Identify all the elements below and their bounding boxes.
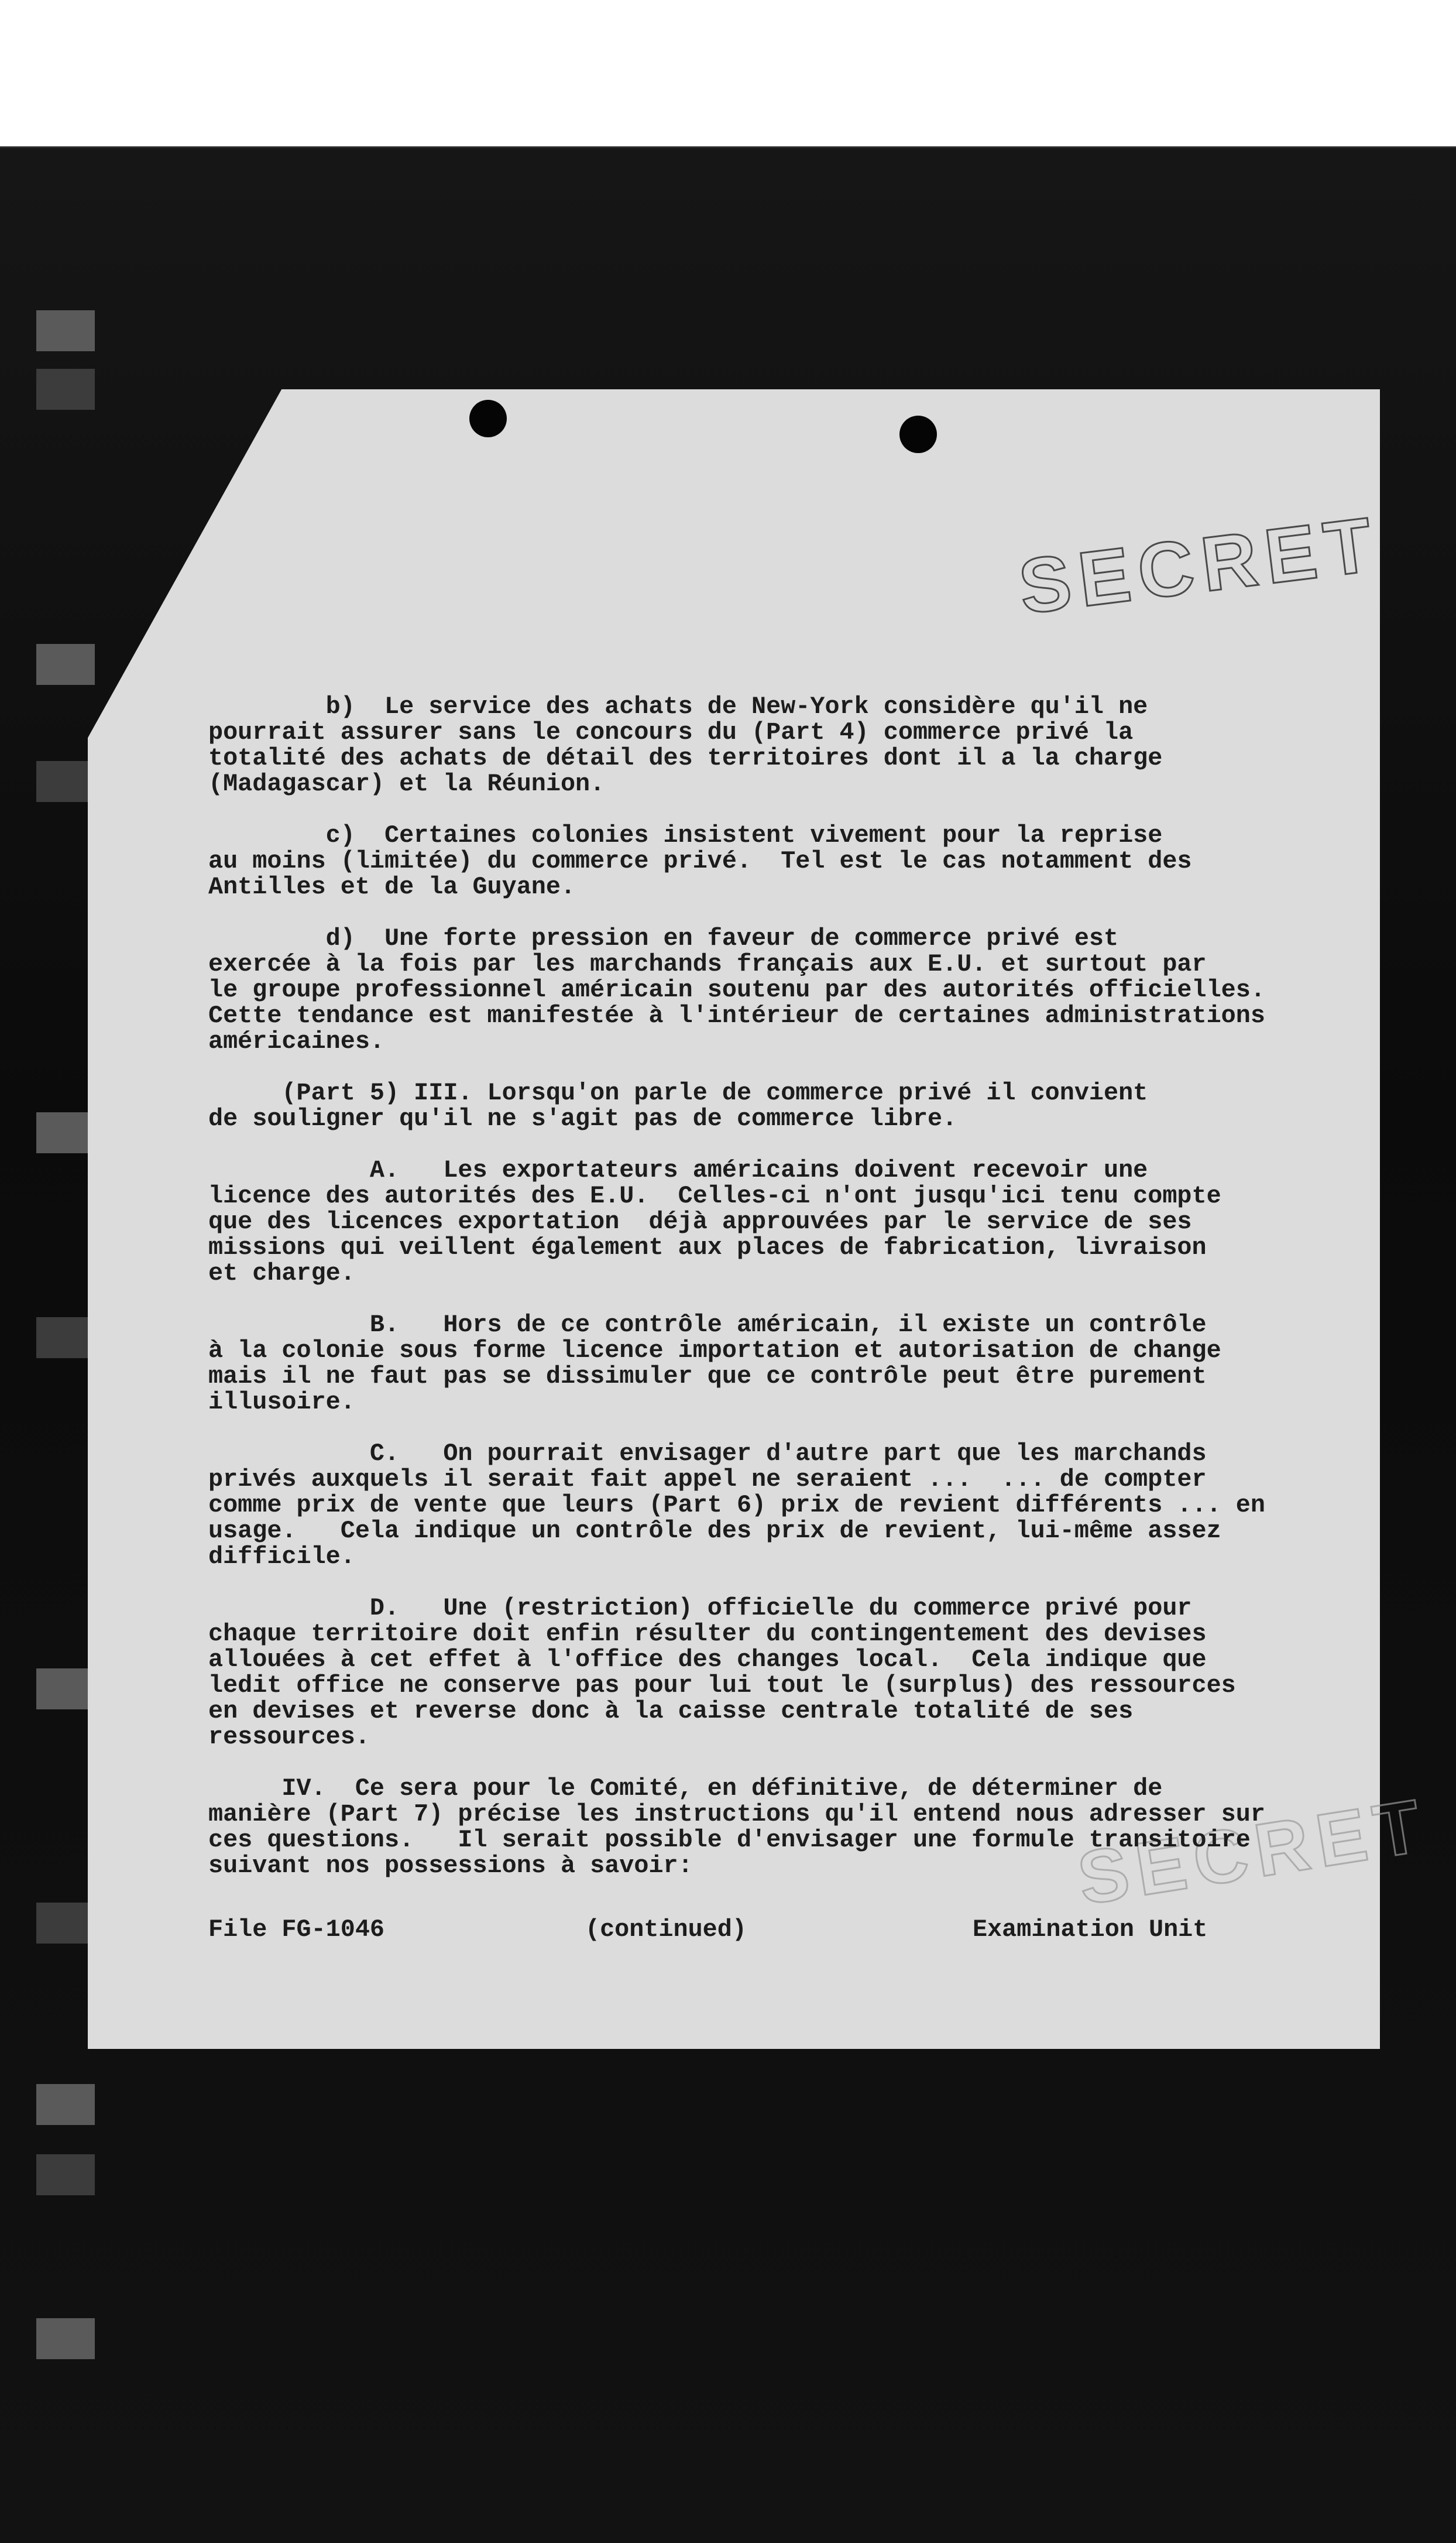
text-line: à la colonie sous forme licence importation et autorisation de change <box>208 1336 1221 1365</box>
text-line: Antilles et de la Guyane. <box>208 873 576 901</box>
paragraph-III <box>208 1080 1332 1132</box>
punch-hole <box>469 400 507 437</box>
examination-unit: Examination Unit <box>973 1915 1208 1944</box>
text-line: c) Certaines colonies insistent vivement pour la reprise <box>208 821 1163 849</box>
text-line: licence des autorités des E.U. Celles-ci n'ont jusqu'ici tenu compte <box>208 1182 1221 1210</box>
sprocket-mark <box>36 2318 95 2359</box>
paragraph-d <box>208 926 1332 1054</box>
text-line: D. Une (restriction) officielle du commerce privé pour <box>208 1594 1192 1622</box>
text-line: ces questions. Il serait possible d'envisager une formule transitoire <box>208 1826 1251 1854</box>
continued-note: (continued) <box>585 1915 747 1944</box>
text-line: b) Le service des achats de New-York considère qu'il ne <box>208 693 1148 721</box>
sprocket-mark <box>36 2154 95 2195</box>
text-line: totalité des achats de détail des territoires dont il a la charge <box>208 744 1163 772</box>
text-line: ledit office ne conserve pas pour lui tout le (surplus) des ressources <box>208 1671 1236 1699</box>
text-line: B. Hors de ce contrôle américain, il existe un contrôle <box>208 1311 1207 1339</box>
top-margin <box>0 0 1456 146</box>
frame-line-top <box>0 146 1456 148</box>
document-body <box>208 694 1332 1904</box>
text-line: mais il ne faut pas se dissimuler que ce contrôle peut être purement <box>208 1362 1207 1390</box>
text-line: C. On pourrait envisager d'autre part que les marchands <box>208 1440 1207 1468</box>
sprocket-mark <box>36 1903 95 1944</box>
text-line: suivant nos possessions à savoir: <box>208 1852 693 1880</box>
paragraph-A <box>208 1157 1332 1286</box>
text-line: illusoire. <box>208 1388 355 1416</box>
text-line: exercée à la fois par les marchands français aux E.U. et surtout par <box>208 950 1207 978</box>
secret-stamp: SECRET <box>1014 500 1385 630</box>
text-line: difficile. <box>208 1543 355 1571</box>
text-line: (Madagascar) et la Réunion. <box>208 770 605 798</box>
text-line: usage. Cela indique un contrôle des prix de revient, lui-même assez <box>208 1517 1221 1545</box>
text-line: (Part 5) III. Lorsqu'on parle de commerce privé il convient <box>208 1079 1148 1107</box>
sprocket-mark <box>36 2084 95 2125</box>
sprocket-mark <box>36 644 95 685</box>
sprocket-mark <box>36 761 95 802</box>
text-line: américaines. <box>208 1027 384 1055</box>
punch-hole <box>899 416 937 453</box>
text-line: que des licences exportation déjà approuvées par le service de ses <box>208 1208 1192 1236</box>
paragraph-B <box>208 1312 1332 1415</box>
text-line: Cette tendance est manifestée à l'intérieur de certaines administrations <box>208 1002 1265 1030</box>
paragraph-b <box>208 694 1332 797</box>
text-line: allouées à cet effet à l'office des changes local. Cela indique que <box>208 1646 1207 1674</box>
text-line: comme prix de vente que leurs (Part 6) prix de revient différents ... en <box>208 1491 1265 1519</box>
sprocket-mark <box>36 1112 95 1153</box>
paragraph-C <box>208 1441 1332 1569</box>
sprocket-mark <box>36 1317 95 1358</box>
file-number: File FG-1046 <box>208 1915 384 1944</box>
sprocket-mark <box>36 369 95 410</box>
sprocket-mark <box>36 1668 95 1709</box>
text-line: au moins (limitée) du commerce privé. Tel est le cas notamment des <box>208 847 1192 875</box>
text-line: d) Une forte pression en faveur de commerce privé est <box>208 924 1119 952</box>
paragraph-c <box>208 822 1332 900</box>
text-line: pourrait assurer sans le concours du (Part 4) commerce privé la <box>208 718 1134 746</box>
paragraph-D <box>208 1595 1332 1750</box>
text-line: de souligner qu'il ne s'agit pas de commerce libre. <box>208 1105 957 1133</box>
text-line: A. Les exportateurs américains doivent recevoir une <box>208 1156 1148 1184</box>
text-line: ressources. <box>208 1723 370 1751</box>
text-line: manière (Part 7) précise les instructions qu'il entend nous adresser sur <box>208 1800 1265 1828</box>
secret-stamp-faded: SECRET <box>1072 1783 1434 1921</box>
paragraph-IV <box>208 1776 1332 1879</box>
sprocket-mark <box>36 310 95 351</box>
text-line: chaque territoire doit enfin résulter du contingentement des devises <box>208 1620 1207 1648</box>
text-line: et charge. <box>208 1259 355 1287</box>
text-line: missions qui veillent également aux places de fabrication, livraison <box>208 1233 1207 1262</box>
text-line: le groupe professionnel américain soutenu par des autorités officielles. <box>208 976 1265 1004</box>
text-line: IV. Ce sera pour le Comité, en définitive, de déterminer de <box>208 1774 1163 1802</box>
text-line: en devises et reverse donc à la caisse centrale totalité de ses <box>208 1697 1134 1725</box>
text-line: privés auxquels il serait fait appel ne seraient ... ... de compter <box>208 1465 1207 1493</box>
